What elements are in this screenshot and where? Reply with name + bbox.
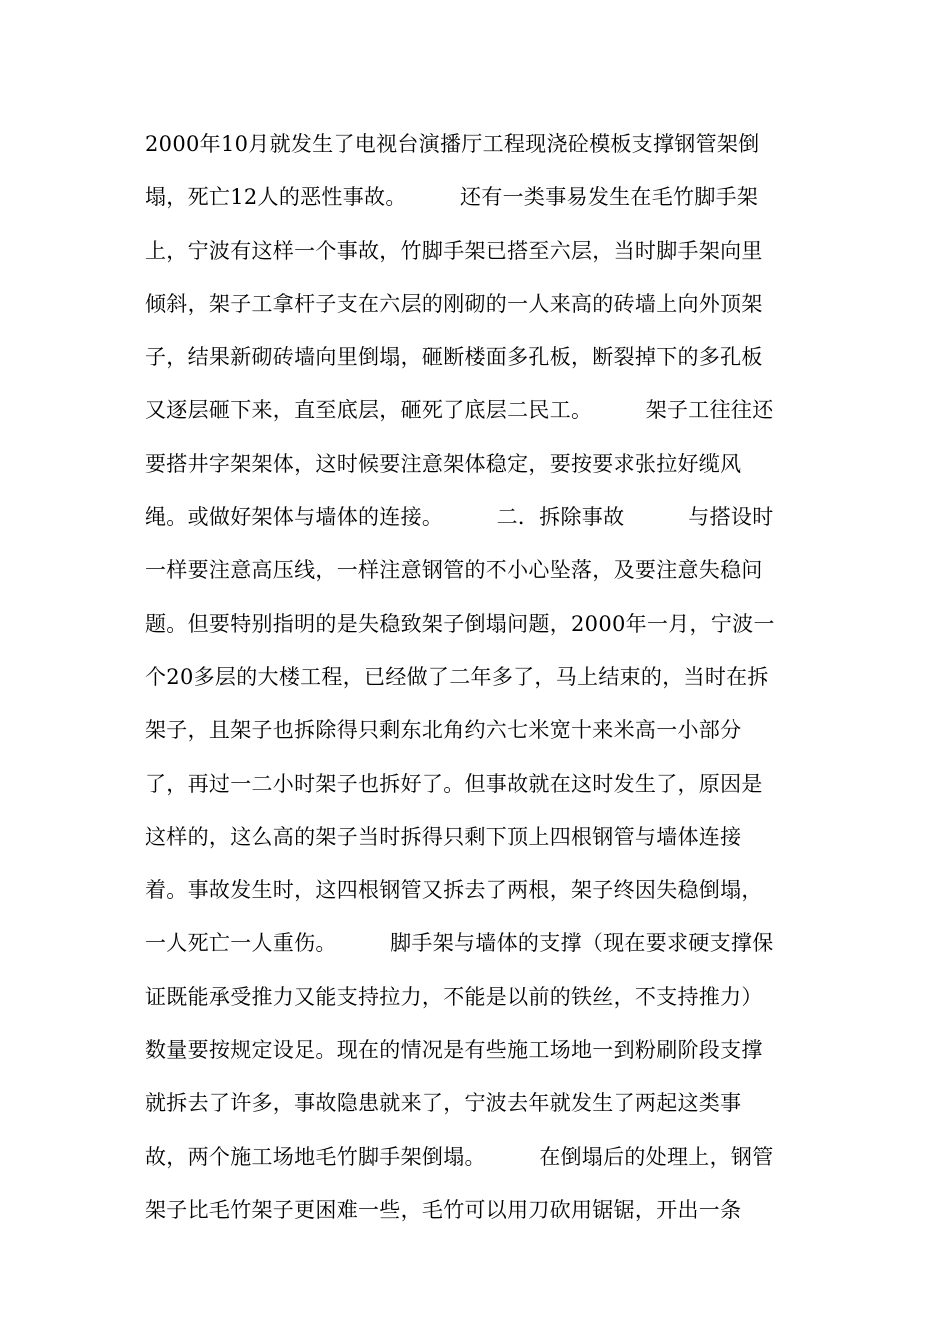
text-line: 这样的，这么高的架子当时拆得只剩下顶上四根钢管与墙体连接 <box>145 824 742 849</box>
text-line: 要搭井字架架体，这时候要注意架体稳定，要按要求张拉好缆风 <box>145 451 742 476</box>
text-line: 架子，且架子也拆除得只剩东北角约六七米宽十来米高一小部分 <box>145 718 742 743</box>
text-line: 倾斜，架子工拿杆子支在六层的刚砌的一人来高的砖墙上向外顶架 <box>145 291 763 316</box>
text-line: 就拆去了许多，事故隐患就来了，宁波去年就发生了两起这类事 <box>145 1091 742 1116</box>
text-line: 证既能承受推力又能支持拉力，不能是以前的铁丝，不支持推力） <box>145 984 763 1009</box>
text-line: 数量要按规定设足。现在的情况是有些施工场地一到粉刷阶段支撑 <box>145 1038 763 1063</box>
document-body-text <box>145 118 815 1237</box>
text-line: 又逐层砸下来，直至底层，砸死了底层二民工。 架子工往往还 <box>145 398 774 423</box>
text-line: 一人死亡一人重伤。 脚手架与墙体的支撑（现在要求硬支撑保 <box>145 931 774 956</box>
text-line: 题。但要特别指明的是失稳致架子倒塌问题，2000年一月，宁波一 <box>145 611 775 636</box>
text-line: 绳。或做好架体与墙体的连接。 二．拆除事故 与搭设时 <box>145 505 774 530</box>
text-line: 2000年10月就发生了电视台演播厅工程现浇砼模板支撑钢管架倒 <box>145 132 760 156</box>
text-line: 一样要注意高压线，一样注意钢管的不小心坠落，及要注意失稳问 <box>145 558 763 583</box>
text-line: 了，再过一二小时架子也拆好了。但事故就在这时发生了，原因是 <box>145 771 763 796</box>
text-line: 着。事故发生时，这四根钢管又拆去了两根，架子终因失稳倒塌， <box>145 878 763 903</box>
text-line: 故，两个施工场地毛竹脚手架倒塌。 在倒塌后的处理上，钢管 <box>145 1144 774 1169</box>
text-line: 子，结果新砌砖墙向里倒塌，砸断楼面多孔板，断裂掉下的多孔板 <box>145 345 763 370</box>
text-line: 塌，死亡12人的恶性事故。 还有一类事易发生在毛竹脚手架 <box>145 185 759 210</box>
text-line: 上，宁波有这样一个事故，竹脚手架已搭至六层，当时脚手架向里 <box>145 238 763 263</box>
text-line: 架子比毛竹架子更困难一些，毛竹可以用刀砍用锯锯，开出一条 <box>145 1197 742 1222</box>
text-line: 个20多层的大楼工程，已经做了二年多了，马上结束的，当时在拆 <box>145 664 769 689</box>
